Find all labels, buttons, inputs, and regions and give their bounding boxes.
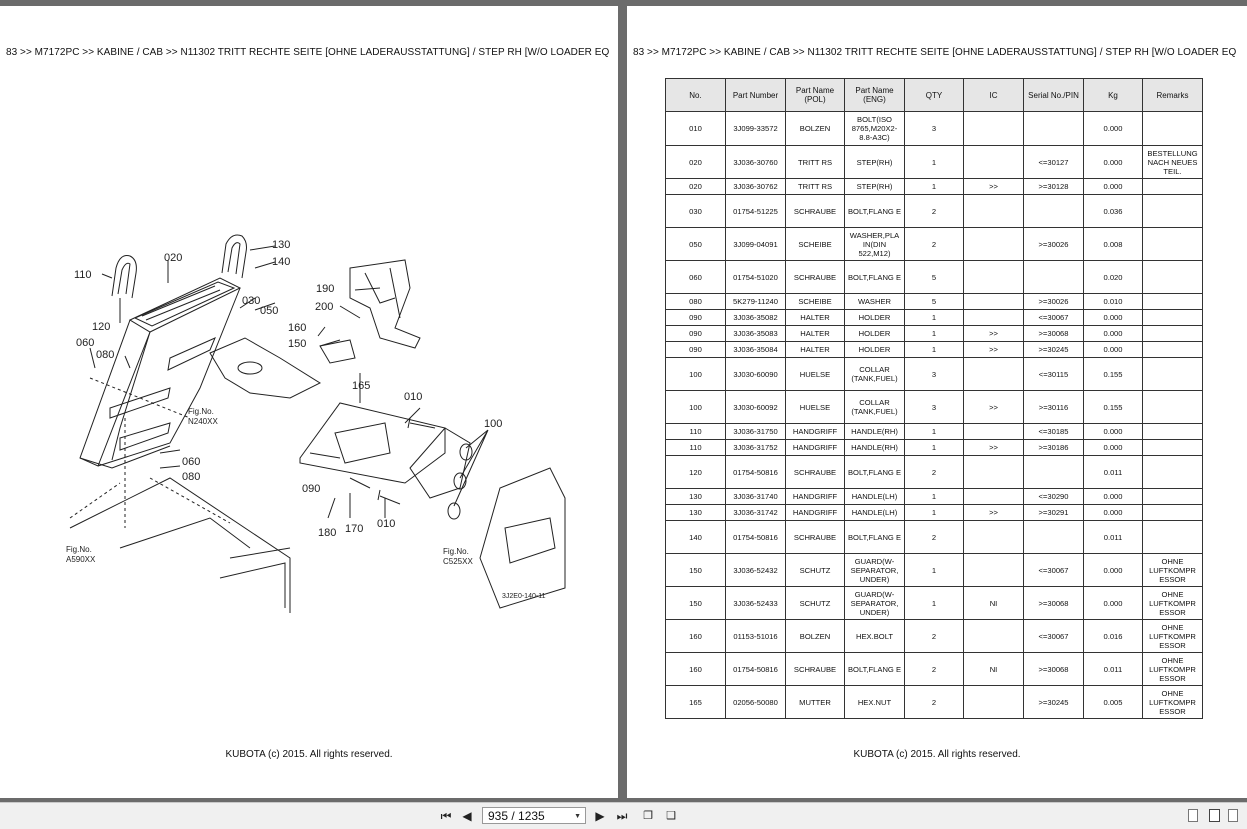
- table-cell: 3J036-31740: [726, 489, 786, 505]
- table-cell: BOLT(ISO 8765,M20X2-8.8-A3C): [845, 112, 905, 146]
- table-cell: [1143, 261, 1203, 294]
- table-row: [666, 358, 1203, 391]
- table-cell: SCHRAUBE: [786, 521, 845, 554]
- table-cell: [964, 146, 1024, 179]
- table-cell: 130: [666, 489, 726, 505]
- table-cell: 0.010: [1084, 294, 1143, 310]
- table-cell: 3J030-60090: [726, 358, 786, 391]
- two-page-layout-icon[interactable]: [1209, 809, 1220, 822]
- table-row: [666, 112, 1203, 146]
- table-cell: 3J099-04091: [726, 228, 786, 261]
- table-cell: 0.000: [1084, 179, 1143, 195]
- table-cell: 0.000: [1084, 505, 1143, 521]
- table-cell: [1143, 391, 1203, 424]
- table-cell: HANDGRIFF: [786, 489, 845, 505]
- table-cell: >=30068: [1024, 587, 1084, 620]
- table-cell: 3: [905, 358, 964, 391]
- table-cell: >=30116: [1024, 391, 1084, 424]
- table-cell: [1143, 456, 1203, 489]
- table-cell: 0.016: [1084, 620, 1143, 653]
- table-cell: [964, 456, 1024, 489]
- right-page-footer: KUBOTA (c) 2015. All rights reserved.: [853, 749, 1021, 760]
- table-cell: 5: [905, 261, 964, 294]
- callout-180: 180: [318, 527, 337, 539]
- table-cell: OHNE LUFTKOMPR ESSOR: [1143, 620, 1203, 653]
- table-cell: HANDLE(RH): [845, 424, 905, 440]
- table-cell: [1143, 505, 1203, 521]
- table-cell: >>: [964, 326, 1024, 342]
- table-cell: >=30026: [1024, 228, 1084, 261]
- table-cell: <=30290: [1024, 489, 1084, 505]
- table-row: [666, 391, 1203, 424]
- table-cell: <=30127: [1024, 146, 1084, 179]
- fig-ref-a590-code: A590XX: [66, 555, 96, 564]
- table-row: [666, 686, 1203, 719]
- table-cell: HANDGRIFF: [786, 505, 845, 521]
- callout-080-b: 080: [182, 471, 201, 483]
- table-row: [666, 489, 1203, 505]
- table-cell: [964, 424, 1024, 440]
- table-row: [666, 440, 1203, 456]
- table-cell: HANDGRIFF: [786, 440, 845, 456]
- table-cell: 3J036-52433: [726, 587, 786, 620]
- table-cell: SCHUTZ: [786, 554, 845, 587]
- table-cell: 010: [666, 112, 726, 146]
- single-page-view-icon[interactable]: ❐: [643, 810, 653, 822]
- table-cell: SCHEIBE: [786, 228, 845, 261]
- table-row: [666, 195, 1203, 228]
- table-cell: HALTER: [786, 310, 845, 326]
- table-cell: >=30186: [1024, 440, 1084, 456]
- column-header: Part Name (POL): [786, 79, 845, 112]
- column-header: Serial No./PIN: [1024, 79, 1084, 112]
- table-cell: 0.000: [1084, 587, 1143, 620]
- table-cell: <=30067: [1024, 554, 1084, 587]
- table-cell: [1143, 310, 1203, 326]
- table-cell: 1: [905, 554, 964, 587]
- table-row: [666, 310, 1203, 326]
- table-cell: 1: [905, 146, 964, 179]
- table-cell: [1143, 521, 1203, 554]
- column-header: QTY: [905, 79, 964, 112]
- right-page-header: 83 >> M7172PC >> KABINE / CAB >> N11302 TRITT RECHTE SEITE [OHNE LADERAUSSTATTUNG] / STEP RH [W/O LOADER EQ: [633, 47, 1237, 58]
- fig-ref-c525-label: Fig.No.: [443, 547, 469, 556]
- table-row: [666, 261, 1203, 294]
- table-cell: HOLDER: [845, 342, 905, 358]
- column-header: Remarks: [1143, 79, 1203, 112]
- callout-170: 170: [345, 523, 364, 535]
- table-cell: BOLZEN: [786, 112, 845, 146]
- table-row: [666, 587, 1203, 620]
- table-cell: BOLZEN: [786, 620, 845, 653]
- callout-150: 150: [288, 338, 307, 350]
- table-cell: 0.155: [1084, 391, 1143, 424]
- callout-120: 120: [92, 321, 111, 333]
- table-cell: 090: [666, 326, 726, 342]
- table-cell: HEX.NUT: [845, 686, 905, 719]
- table-cell: 2: [905, 228, 964, 261]
- table-cell: [1143, 489, 1203, 505]
- table-cell: 0.155: [1084, 358, 1143, 391]
- callout-080-a: 080: [96, 349, 115, 361]
- table-cell: [964, 294, 1024, 310]
- table-cell: 020: [666, 179, 726, 195]
- last-page-icon[interactable]: ⏭: [616, 809, 628, 823]
- parts-table: [665, 78, 1203, 719]
- table-cell: 090: [666, 310, 726, 326]
- callout-010-a: 010: [404, 391, 423, 403]
- table-cell: 3J036-31752: [726, 440, 786, 456]
- table-cell: [1143, 424, 1203, 440]
- table-cell: 3: [905, 391, 964, 424]
- column-header: Part Name (ENG): [845, 79, 905, 112]
- table-cell: [964, 620, 1024, 653]
- drawing-code: 3J2E0-140-11: [502, 593, 546, 600]
- chevron-down-icon: ▼: [574, 813, 581, 820]
- column-header: Part Number: [726, 79, 786, 112]
- table-cell: WASHER,PLA IN(DIN 522,M12): [845, 228, 905, 261]
- fig-ref-a590-label: Fig.No.: [66, 545, 92, 554]
- table-cell: 1: [905, 587, 964, 620]
- table-cell: 5K279-11240: [726, 294, 786, 310]
- table-cell: 160: [666, 653, 726, 686]
- callout-100: 100: [484, 418, 503, 430]
- table-cell: 1: [905, 179, 964, 195]
- table-cell: GUARD(W-SEPARATOR, UNDER): [845, 587, 905, 620]
- table-cell: 02056-50080: [726, 686, 786, 719]
- table-cell: [1143, 179, 1203, 195]
- table-row: [666, 228, 1203, 261]
- callout-165: 165: [352, 380, 371, 392]
- table-row: [666, 653, 1203, 686]
- table-cell: 3J030-60092: [726, 391, 786, 424]
- table-cell: BOLT,FLANG E: [845, 653, 905, 686]
- table-cell: [1024, 112, 1084, 146]
- table-cell: >=30245: [1024, 686, 1084, 719]
- table-cell: HANDLE(LH): [845, 505, 905, 521]
- fig-ref-n240-code: N240XX: [188, 417, 218, 426]
- table-cell: [964, 489, 1024, 505]
- table-cell: OHNE LUFTKOMPR ESSOR: [1143, 587, 1203, 620]
- table-cell: [964, 261, 1024, 294]
- table-cell: 1: [905, 424, 964, 440]
- table-cell: [1143, 358, 1203, 391]
- page-number-select[interactable]: [482, 807, 586, 824]
- table-cell: OHNE LUFTKOMPR ESSOR: [1143, 653, 1203, 686]
- table-cell: 01153-51016: [726, 620, 786, 653]
- table-cell: >>: [964, 179, 1024, 195]
- table-row: [666, 179, 1203, 195]
- table-cell: >=30291: [1024, 505, 1084, 521]
- table-cell: 3J036-30762: [726, 179, 786, 195]
- table-cell: BESTELLUNG NACH NEUES TEIL.: [1143, 146, 1203, 179]
- callout-110: 110: [74, 269, 92, 281]
- table-cell: 100: [666, 391, 726, 424]
- table-cell: HUELSE: [786, 391, 845, 424]
- table-cell: 110: [666, 440, 726, 456]
- table-cell: 0.011: [1084, 521, 1143, 554]
- table-cell: 0.000: [1084, 342, 1143, 358]
- table-cell: 0.000: [1084, 554, 1143, 587]
- table-cell: COLLAR (TANK,FUEL): [845, 358, 905, 391]
- table-cell: 01754-50816: [726, 653, 786, 686]
- table-cell: [1143, 195, 1203, 228]
- column-header: No.: [666, 79, 726, 112]
- table-cell: 1: [905, 342, 964, 358]
- table-cell: 3J036-35084: [726, 342, 786, 358]
- table-cell: SCHRAUBE: [786, 653, 845, 686]
- table-cell: [964, 112, 1024, 146]
- table-row: [666, 554, 1203, 587]
- table-cell: 2: [905, 653, 964, 686]
- pdf-toolbar: [0, 802, 1247, 829]
- table-cell: 3J036-30760: [726, 146, 786, 179]
- callout-130: 130: [272, 239, 291, 251]
- fig-ref-c525-code: C525XX: [443, 557, 473, 566]
- table-cell: SCHRAUBE: [786, 456, 845, 489]
- table-cell: 0.000: [1084, 326, 1143, 342]
- table-cell: WASHER: [845, 294, 905, 310]
- table-body: [666, 112, 1203, 719]
- table-cell: [964, 358, 1024, 391]
- table-cell: 0.008: [1084, 228, 1143, 261]
- continuous-view-icon[interactable]: ❑: [666, 810, 676, 822]
- table-cell: BOLT,FLANG E: [845, 261, 905, 294]
- table-cell: 060: [666, 261, 726, 294]
- table-cell: SCHRAUBE: [786, 195, 845, 228]
- table-cell: SCHRAUBE: [786, 261, 845, 294]
- table-cell: 140: [666, 521, 726, 554]
- table-cell: 120: [666, 456, 726, 489]
- page-indicator: 935 / 1235: [488, 809, 545, 823]
- left-page-footer: KUBOTA (c) 2015. All rights reserved.: [225, 749, 393, 760]
- table-cell: 080: [666, 294, 726, 310]
- table-cell: OHNE LUFTKOMPR ESSOR: [1143, 686, 1203, 719]
- table-cell: 0.020: [1084, 261, 1143, 294]
- callout-160: 160: [288, 322, 307, 334]
- table-cell: HOLDER: [845, 326, 905, 342]
- table-row: [666, 620, 1203, 653]
- callout-060-a: 060: [76, 337, 95, 349]
- table-cell: [964, 686, 1024, 719]
- table-cell: [964, 521, 1024, 554]
- table-cell: 165: [666, 686, 726, 719]
- table-cell: 0.000: [1084, 146, 1143, 179]
- table-row: [666, 294, 1203, 310]
- table-row: [666, 424, 1203, 440]
- callout-050: 050: [260, 305, 279, 317]
- fig-ref-n240-label: Fig.No.: [188, 407, 214, 416]
- table-cell: 130: [666, 505, 726, 521]
- table-cell: [1143, 294, 1203, 310]
- table-cell: 050: [666, 228, 726, 261]
- table-cell: 01754-50816: [726, 456, 786, 489]
- column-header: IC: [964, 79, 1024, 112]
- table-cell: 020: [666, 146, 726, 179]
- table-cell: [1024, 521, 1084, 554]
- table-cell: [964, 228, 1024, 261]
- table-cell: 5: [905, 294, 964, 310]
- table-cell: TRITT RS: [786, 179, 845, 195]
- left-page: [0, 6, 618, 798]
- table-cell: [1143, 342, 1203, 358]
- table-cell: [1143, 440, 1203, 456]
- prev-page-icon[interactable]: ◀: [462, 809, 472, 823]
- table-cell: 01754-50816: [726, 521, 786, 554]
- table-cell: 3: [905, 112, 964, 146]
- callout-090: 090: [302, 483, 321, 495]
- table-cell: <=30067: [1024, 310, 1084, 326]
- table-cell: OHNE LUFTKOMPR ESSOR: [1143, 554, 1203, 587]
- table-row: [666, 326, 1203, 342]
- callout-010-b: 010: [377, 518, 396, 530]
- table-cell: SCHEIBE: [786, 294, 845, 310]
- table-cell: HALTER: [786, 326, 845, 342]
- table-cell: TRITT RS: [786, 146, 845, 179]
- table-cell: 0.000: [1084, 489, 1143, 505]
- table-row: [666, 521, 1203, 554]
- table-cell: 3J036-35082: [726, 310, 786, 326]
- table-cell: 01754-51225: [726, 195, 786, 228]
- table-cell: 2: [905, 521, 964, 554]
- table-cell: 1: [905, 505, 964, 521]
- table-cell: >=30245: [1024, 342, 1084, 358]
- table-cell: GUARD(W-SEPARATOR, UNDER): [845, 554, 905, 587]
- table-cell: MUTTER: [786, 686, 845, 719]
- callout-030: 030: [242, 295, 261, 307]
- table-cell: NI: [964, 653, 1024, 686]
- table-cell: 0.000: [1084, 310, 1143, 326]
- table-cell: >>: [964, 342, 1024, 358]
- table-cell: 0.036: [1084, 195, 1143, 228]
- table-cell: SCHUTZ: [786, 587, 845, 620]
- table-cell: HANDLE(LH): [845, 489, 905, 505]
- table-cell: 2: [905, 686, 964, 719]
- table-cell: <=30185: [1024, 424, 1084, 440]
- table-cell: <=30115: [1024, 358, 1084, 391]
- table-cell: >=30068: [1024, 653, 1084, 686]
- table-row: [666, 456, 1203, 489]
- table-cell: STEP(RH): [845, 179, 905, 195]
- table-cell: 3J036-31742: [726, 505, 786, 521]
- table-cell: >=30026: [1024, 294, 1084, 310]
- table-cell: [1024, 261, 1084, 294]
- table-cell: BOLT,FLANG E: [845, 521, 905, 554]
- table-cell: [1143, 228, 1203, 261]
- table-cell: 030: [666, 195, 726, 228]
- callout-200: 200: [315, 301, 334, 313]
- table-cell: >>: [964, 440, 1024, 456]
- table-cell: HANDGRIFF: [786, 424, 845, 440]
- callout-140: 140: [272, 256, 291, 268]
- table-cell: 2: [905, 195, 964, 228]
- table-cell: [1143, 112, 1203, 146]
- table-cell: 0.011: [1084, 653, 1143, 686]
- table-cell: [1143, 326, 1203, 342]
- table-cell: 0.000: [1084, 440, 1143, 456]
- callout-020: 020: [164, 252, 183, 264]
- left-page-header: 83 >> M7172PC >> KABINE / CAB >> N11302 TRITT RECHTE SEITE [OHNE LADERAUSSTATTUNG] / STEP RH [W/O LOADER EQ: [6, 47, 610, 58]
- table-cell: [1024, 456, 1084, 489]
- table-cell: >>: [964, 505, 1024, 521]
- callout-190: 190: [316, 283, 335, 295]
- table-cell: 01754-51020: [726, 261, 786, 294]
- table-cell: 1: [905, 326, 964, 342]
- table-cell: 0.011: [1084, 456, 1143, 489]
- table-cell: BOLT,FLANG E: [845, 456, 905, 489]
- table-row: [666, 505, 1203, 521]
- table-cell: 0.005: [1084, 686, 1143, 719]
- table-cell: HALTER: [786, 342, 845, 358]
- next-page-icon[interactable]: ▶: [595, 809, 605, 823]
- table-cell: 1: [905, 489, 964, 505]
- table-cell: HEX.BOLT: [845, 620, 905, 653]
- table-cell: [964, 195, 1024, 228]
- table-cell: 160: [666, 620, 726, 653]
- table-cell: HUELSE: [786, 358, 845, 391]
- table-cell: >=30068: [1024, 326, 1084, 342]
- single-layout-icon[interactable]: [1188, 809, 1198, 822]
- table-cell: 110: [666, 424, 726, 440]
- table-cell: HANDLE(RH): [845, 440, 905, 456]
- right-page: [627, 6, 1247, 798]
- table-cell: [964, 310, 1024, 326]
- table-cell: [964, 554, 1024, 587]
- book-layout-icon[interactable]: [1228, 809, 1238, 822]
- callout-060-b: 060: [182, 456, 201, 468]
- table-cell: 0.000: [1084, 424, 1143, 440]
- table-cell: 3J036-31750: [726, 424, 786, 440]
- table-header-row: [666, 79, 1203, 112]
- table-cell: 3J036-35083: [726, 326, 786, 342]
- table-cell: <=30067: [1024, 620, 1084, 653]
- table-cell: NI: [964, 587, 1024, 620]
- table-cell: 2: [905, 456, 964, 489]
- table-cell: >>: [964, 391, 1024, 424]
- table-cell: 1: [905, 440, 964, 456]
- table-cell: 100: [666, 358, 726, 391]
- table-cell: >=30128: [1024, 179, 1084, 195]
- first-page-icon[interactable]: ⏮: [440, 809, 452, 823]
- table-cell: COLLAR (TANK,FUEL): [845, 391, 905, 424]
- table-cell: 3J099-33572: [726, 112, 786, 146]
- table-cell: 1: [905, 310, 964, 326]
- table-cell: 150: [666, 554, 726, 587]
- table-cell: 3J036-52432: [726, 554, 786, 587]
- table-cell: 2: [905, 620, 964, 653]
- table-cell: 150: [666, 587, 726, 620]
- table-cell: 090: [666, 342, 726, 358]
- exploded-parts-diagram: [50, 228, 570, 613]
- column-header: Kg: [1084, 79, 1143, 112]
- table-cell: HOLDER: [845, 310, 905, 326]
- table-cell: STEP(RH): [845, 146, 905, 179]
- table-row: [666, 342, 1203, 358]
- table-cell: 0.000: [1084, 112, 1143, 146]
- table-cell: BOLT,FLANG E: [845, 195, 905, 228]
- table-cell: [1024, 195, 1084, 228]
- table-row: [666, 146, 1203, 179]
